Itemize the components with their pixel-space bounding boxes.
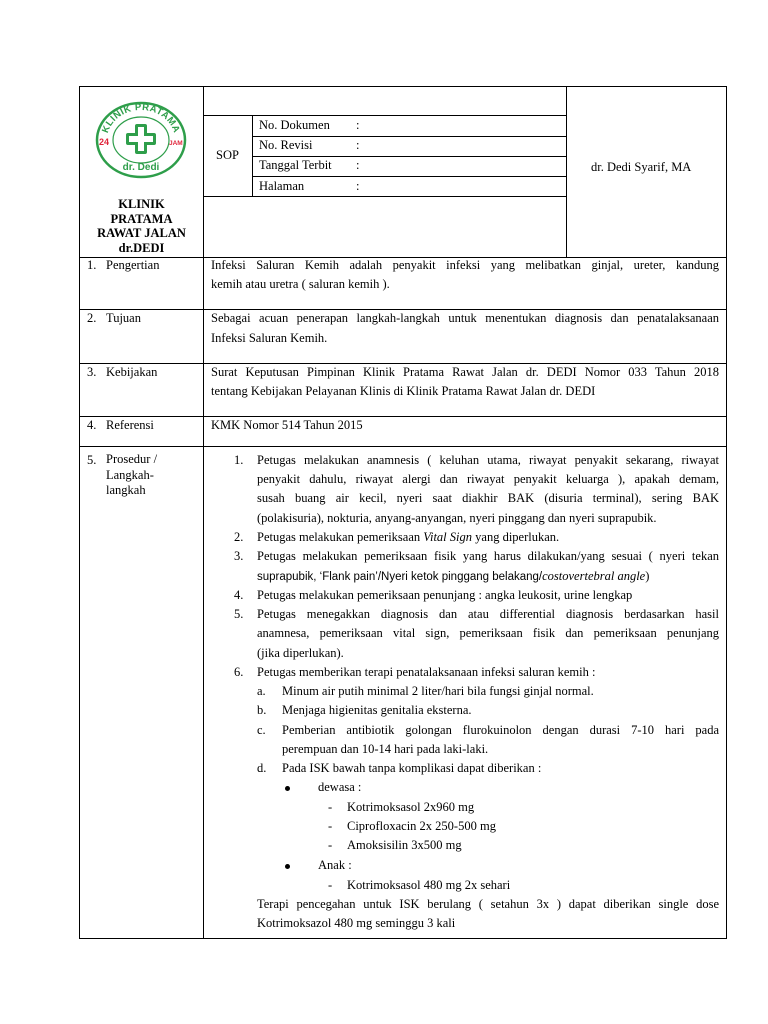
column-divider-signer [566,86,567,258]
section-title-pengertian: Pengertian [106,258,160,272]
section-title-line: Langkah- [106,467,154,482]
step-text-line [257,528,559,548]
section-text-line: Surat Keputusan Pimpinan Klinik Pratama Rawat Jalan dr. DEDI Nomor 033 Tahun 2018 [211,365,719,379]
table-border-bottom [79,938,727,939]
section-number: 5. [87,453,97,467]
field-revision-label: No. Revisi [259,138,313,152]
step-text-italic: Vital Sign [423,530,473,544]
section-title-referensi: Referensi [106,418,154,432]
header-row-line [203,115,567,116]
logo-ring-text: KLINIK PRATAMA [100,101,182,135]
drug-item: Kotrimoksasol 480 mg 2x sehari [347,878,511,892]
sub-text-line: Pemberian antibiotik golongan flurokuinolon dengan durasi 7-10 hari pada [282,723,719,737]
bullet-icon [285,864,290,869]
field-issue-date-sep: : [356,158,360,172]
bullet-label-dewasa: dewasa : [318,780,362,794]
clinic-name-line: PRATAMA [110,211,173,226]
step-text: suprapubik, ‘Flank pain’/Nyeri ketok pinggang belakang/ [257,571,543,583]
clinic-logo-svg [93,100,189,180]
step-text-line: (jika diperlukan). [257,646,344,660]
step-text-line: anamnesa, pemeriksaan vital sign, pemeriksaan fisik dan pemeriksaan penunjang [257,626,719,640]
clinic-name-line: RAWAT JALAN [97,226,186,240]
step-text-line: penyakit dahulu, riwayat alergi dan riwayat penyakit keluarga ), apakah demam, [257,472,719,486]
section-title-prosedur [106,452,157,499]
sub-letter: c. [257,723,266,737]
bullet-label-anak: Anak : [318,858,352,872]
logo-badge-24: 24 [99,137,110,147]
section-number: 3. [87,365,97,379]
field-revision-sep: : [356,138,360,152]
sub-letter: a. [257,684,266,698]
step-text-line [257,567,649,588]
step-text-line: Petugas menegakkan diagnosis dan atau differential diagnosis berdasarkan hasil [257,607,719,621]
step-text-line: Petugas melakukan anamnesis ( keluhan utama, riwayat penyakit sekarang, riwayat [257,453,719,467]
section-number: 4. [87,418,97,432]
prevention-text-line: Terapi pencegahan untuk ISK berulang ( setahun 3x ) dapat diberikan single dose [257,897,719,911]
clinic-name-line: dr.DEDI [118,240,165,255]
sub-text-line: Menjaga higienitas genitalia eksterna. [282,703,472,717]
section-divider-4 [79,416,727,417]
clinic-logo [93,100,189,180]
drug-item: Kotrimoksasol 2x960 mg [347,800,475,814]
step-text: Petugas melakukan pemeriksaan [257,530,424,544]
section-divider-5 [79,446,727,447]
sub-text-line: perempuan dan 10-14 hari pada laki-laki. [282,742,489,756]
column-divider-label [203,86,204,939]
step-number: 3. [234,549,244,563]
drug-item: Ciprofloxacin 2x 250-500 mg [347,819,496,833]
step-text-line: susah buang air kecil, nyeri saat diakhir BAK (disuria terminal), sering BAK [257,491,719,505]
table-border-right [726,86,727,939]
section-text-line: KMK Nomor 514 Tahun 2015 [211,418,363,432]
section-title-tujuan: Tujuan [106,311,141,325]
section-number: 1. [87,258,97,272]
logo-cross-icon [126,124,156,154]
prevention-text-line: Kotrimoksazol 480 mg seminggu 3 kali [257,916,456,930]
drug-item: Amoksisilin 3x500 mg [347,838,462,852]
field-issue-date-label: Tanggal Terbit [259,158,332,172]
sop-label: SOP [216,148,239,162]
step-number: 2. [234,530,244,544]
section-title-line: Prosedur / [106,452,158,466]
clinic-name-line: KLINIK [118,197,165,211]
step-text-line: Petugas memberikan terapi penatalaksanaan infeksi saluran kemih : [257,665,596,679]
section-text-line: Infeksi Saluran Kemih. [211,331,328,345]
section-title-line: langkah [106,483,146,497]
sub-text-line: Pada ISK bawah tanpa komplikasi dapat diberikan : [282,761,542,775]
step-text-line: Petugas melakukan pemeriksaan fisik yang harus dilakukan/yang sesuai ( nyeri tekan [257,549,719,563]
field-document-number-label: No. Dokumen [259,118,330,132]
step-number: 6. [234,665,244,679]
field-row-line-4 [203,196,567,197]
field-page-sep: : [356,179,360,193]
step-number: 5. [234,607,244,621]
section-text-line: Sebagai acuan penerapan langkah-langkah untuk menentukan diagnosis dan penatalaksanaan [211,311,719,325]
sub-letter: b. [257,703,267,717]
section-text-line: kemih atau uretra ( saluran kemih ). [211,277,390,291]
section-title-kebijakan: Kebijakan [106,365,158,379]
logo-badge-jam: JAM [169,140,183,147]
sub-text-line: Minum air putih minimal 2 liter/hari bila fungsi ginjal normal. [282,684,594,698]
step-text: ) [645,569,650,583]
clinic-name [80,197,203,255]
step-number: 4. [234,588,244,602]
section-number: 2. [87,311,97,325]
signer-name: dr. Dedi Syarif, MA [591,160,692,174]
step-text: yang diperlukan. [472,530,560,544]
step-number: 1. [234,453,244,467]
section-text-line: tentang Kebijakan Pelayanan Klinis di Klinik Pratama Rawat Jalan dr. DEDI [211,384,596,398]
dash-icon: - [328,819,333,833]
field-page-label: Halaman [259,179,305,193]
dash-icon: - [328,838,333,852]
sub-letter: d. [257,761,267,775]
logo-name: dr. Dedi [122,162,160,173]
section-text-line: Infeksi Saluran Kemih adalah penyakit infeksi yang melibatkan ginjal, ureter, kandung [211,258,719,272]
field-document-number-sep: : [356,118,360,132]
step-text-line: Petugas melakukan pemeriksaan penunjang : angka leukosit, urine lengkap [257,588,633,602]
dash-icon: - [328,878,333,892]
step-text-italic: costovertebral angle [542,569,646,583]
bullet-icon [285,786,290,791]
dash-icon: - [328,800,333,814]
table-border-top [79,86,727,87]
step-text-line: (polakisuria), nokturia, anyang-anyangan, nyeri pinggang dan nyeri suprapubik. [257,511,657,525]
